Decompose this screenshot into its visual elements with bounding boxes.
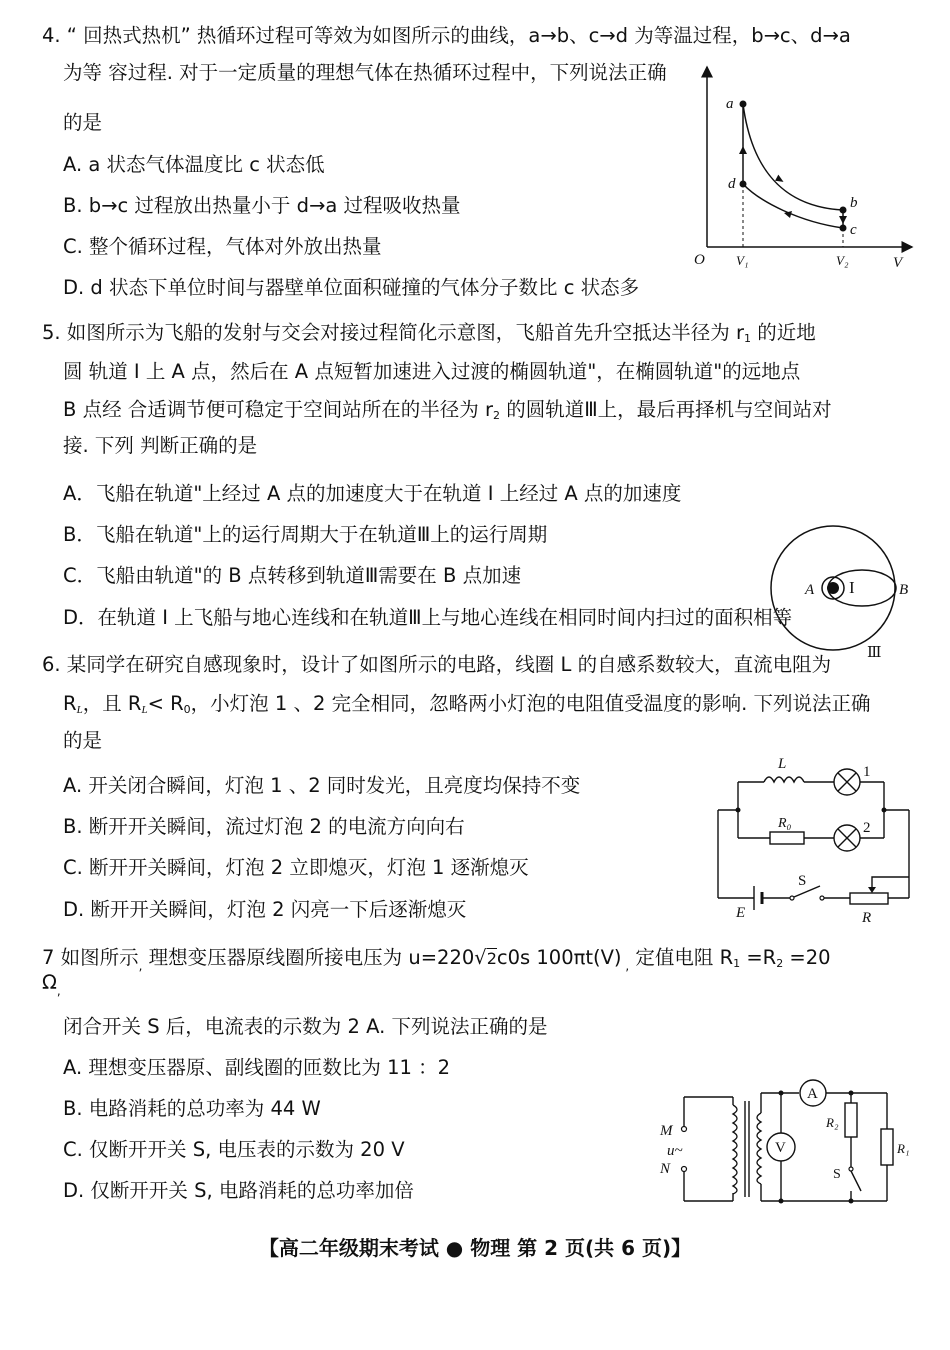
q7-label-u: u~ (667, 1143, 683, 1159)
q6-battery-e (754, 886, 762, 910)
q4-label-origin: O (694, 252, 705, 268)
q5-stem-line-1-tail: 的近地 (751, 321, 816, 344)
q7-option-d: D. 仅断开开关 S, 电路消耗的总功率加倍 (63, 1179, 414, 1202)
q7-resistor-r2 (845, 1103, 857, 1137)
q7-label-n: N (660, 1161, 671, 1177)
q5-stem-line-3 (63, 397, 832, 429)
q6-resistor-r0 (770, 832, 804, 844)
q7-stem-value: =20 (783, 946, 831, 969)
q6-rl-sub: L (76, 704, 83, 716)
q7-switch-s (849, 1167, 861, 1191)
q5-label-a: A (805, 582, 815, 598)
q7-r2-sub: 2 (776, 957, 784, 970)
q6-stem-line-2-c: < R (147, 692, 184, 715)
page-footer: 【高二年级期末考试 ● 物理 第 2 页(共 6 页)】 (258, 1236, 692, 1260)
q6-label-2: 2 (863, 820, 871, 836)
q5-stem-r1-sub: 1 (744, 332, 752, 345)
q4-option-a: A. a 状态气体温度比 c 状态低 (63, 153, 325, 176)
q4-label-d: d (728, 176, 736, 192)
q5-stem-line-4: 接. 下列 判断正确的是 (63, 434, 258, 457)
q7-ohm-symbol: Ω (42, 971, 57, 994)
q6-stem-line-2-b: ，且 R (82, 692, 142, 715)
q6-stem-line-3: 的是 (63, 729, 103, 752)
q4-option-d: D. d 状态下单位时间与器壁单位面积碰撞的气体分子数比 c 状态多 (63, 276, 640, 299)
q7-label-r2: R₂ (826, 1115, 839, 1130)
q6-option-a: A. 开关闭合瞬间，灯泡 1 、2 同时发光，且亮度均保持不变 (63, 774, 581, 797)
q7-sqrt-radicand: 2 (486, 949, 497, 968)
q4-label-b: b (850, 195, 858, 211)
q4-stem-line-2: 为等 容过程. 对于一定质量的理想气体在热循环过程中，下列说法正确 (63, 61, 667, 84)
q6-rheostat-r (850, 893, 888, 904)
q5-option-b: B．飞船在轨道"上的运行周期大于在轨道Ⅲ上的运行周期 (63, 523, 548, 546)
q7-option-a: A. 理想变压器原、副线圈的匝数比为 11 ：2 (63, 1056, 451, 1079)
q4-option-c: C. 整个循环过程，气体对外放出热量 (63, 235, 382, 258)
q5-option-c: C．飞船由轨道"的 B 点转移到轨道Ⅲ需要在 B 点加速 (63, 564, 522, 587)
q5-stem-line-1-text: 5. 如图所示为飞船的发射与交会对接过程简化示意图，飞船首先升空抵达半径为 r (42, 321, 745, 344)
q4-arrow-bc (839, 216, 847, 224)
q7-resistor-r1 (881, 1129, 893, 1165)
q7-stem-ohm: $\Omega_,$ (42, 971, 61, 998)
q7-transformer-circuit (655, 1075, 920, 1210)
q6-rl-sub-2: L (141, 704, 148, 716)
q6-rl-text: R (63, 692, 77, 715)
q7-secondary-coil (757, 1113, 761, 1184)
q7-label-m: M (660, 1123, 673, 1139)
q6-label-l: L (778, 756, 787, 772)
q4-label-v-axis: V (893, 255, 903, 271)
q6-option-d: D. 断开开关瞬间，灯泡 2 闪亮一下后逐渐熄灭 (63, 898, 467, 921)
q7-stem-line-1: 7 如图所示$_,$ 理想变压器原线圈所接电压为 u=220√2c0s 100πt(V) $_,$ 定值电阻 $R_1 =R_2 =20$ (42, 946, 831, 973)
q5-label-i: I (849, 578, 855, 597)
q4-option-b: B. b→c 过程放出热量小于 d→a 过程吸收热量 (63, 194, 461, 217)
q7-r1-sub: 1 (733, 957, 741, 970)
q4-label-v2: V₂ (836, 253, 849, 268)
q7-label-r1: R₁ (897, 1141, 910, 1156)
q6-label-s: S (798, 873, 807, 889)
q6-switch-s (790, 886, 824, 900)
q5-label-iii: Ⅲ (867, 645, 882, 660)
q7-stem-cos: c0s 100πt(V) (496, 946, 622, 969)
q5-earth (827, 582, 839, 594)
q5-label-b: B (899, 582, 909, 598)
q7-label-v: V (775, 1140, 786, 1156)
q7-stem-lead: 7 如图所示 (42, 946, 139, 969)
q7-label-s: S (833, 1167, 841, 1182)
q6-label-r: R (862, 910, 872, 926)
q6-circuit-diagram (712, 752, 917, 927)
q7-stem-voltage: 理想变压器原线圈所接电压为 u=220 (148, 946, 475, 969)
q4-point-a (740, 101, 747, 108)
q6-inductor-l (764, 777, 804, 782)
q6-stem-line-2-d: ，小灯泡 1 、2 完全相同，忽略两小灯泡的电阻值受温度的影响. 下列说法正确 (190, 692, 871, 715)
q6-option-c: C. 断开开关瞬间，灯泡 2 立即熄灭，灯泡 1 逐渐熄灭 (63, 856, 529, 879)
q6-lamp-1 (834, 769, 860, 795)
q7-stem-eq: =R (740, 946, 777, 969)
q5-stem-line-2: 圆 轨道 I 上 A 点，然后在 A 点短暂加速进入过渡的椭圆轨道"，在椭圆轨道"的远地点 (63, 360, 801, 383)
q5-stem-r2-sub: 2 (493, 409, 500, 422)
q6-stem-line-2 (63, 691, 870, 723)
q7-primary-coil (733, 1105, 737, 1194)
q7-label-a: A (807, 1086, 818, 1102)
q4-label-a: a (726, 96, 734, 112)
q6-stem-line-1: 6. 某同学在研究自感现象时，设计了如图所示的电路，线圈 L 的自感系数较大，直流电阻为 (42, 653, 832, 676)
q4-label-v1: V₁ (736, 253, 749, 268)
q4-stem-line-3: 的是 (63, 111, 103, 134)
q4-isotherm-cd (743, 184, 843, 228)
q5-stem-line-3-text: B 点经 合适调节便可稳定于空间站所在的半径为 r (63, 398, 493, 421)
q7-option-c: C. 仅断开开关 S, 电压表的示数为 20 V (63, 1138, 405, 1161)
q4-point-b (840, 207, 847, 214)
q5-option-d: D．在轨道 I 上飞船与地心连线和在轨道Ⅲ上与地心连线在相同时间内扫过的面积相等 (63, 606, 793, 629)
q7-sqrt-icon: √ (474, 946, 487, 969)
q5-stem-line-3-tail: 的圆轨道Ⅲ上，最后再择机与空间站对 (500, 398, 832, 421)
q5-orbit-diagram (765, 525, 915, 660)
q4-label-c: c (850, 222, 857, 238)
q6-label-e: E (736, 905, 746, 921)
q4-arrow-da (739, 146, 747, 154)
q7-stem-line-2: 闭合开关 S 后，电流表的示数为 2 A. 下列说法正确的是 (63, 1015, 548, 1038)
q4-pv-diagram (690, 62, 920, 272)
q5-option-a: A．飞船在轨道"上经过 A 点的加速度大于在轨道 I 上经过 A 点的加速度 (63, 482, 682, 505)
q4-point-d (740, 181, 747, 188)
q5-stem-line-1 (42, 320, 816, 352)
q6-label-r0: R₀ (778, 816, 792, 831)
q4-stem-line-1: 4. “ 回热式热机” 热循环过程可等效为如图所示的曲线，a→b、c→d 为等温过程，b→c、d→a (42, 24, 851, 47)
q6-lamp-2 (834, 825, 860, 851)
q6-label-1: 1 (863, 764, 871, 780)
q6-option-b: B. 断开开关瞬间，流过灯泡 2 的电流方向向右 (63, 815, 465, 838)
q4-point-c (840, 225, 847, 232)
q7-stem-resistor: 定值电阻 R (635, 946, 734, 969)
q7-option-b: B. 电路消耗的总功率为 44 W (63, 1097, 321, 1120)
q4-isotherm-ab (743, 104, 843, 210)
q6-r0-sub: 0 (183, 703, 191, 716)
